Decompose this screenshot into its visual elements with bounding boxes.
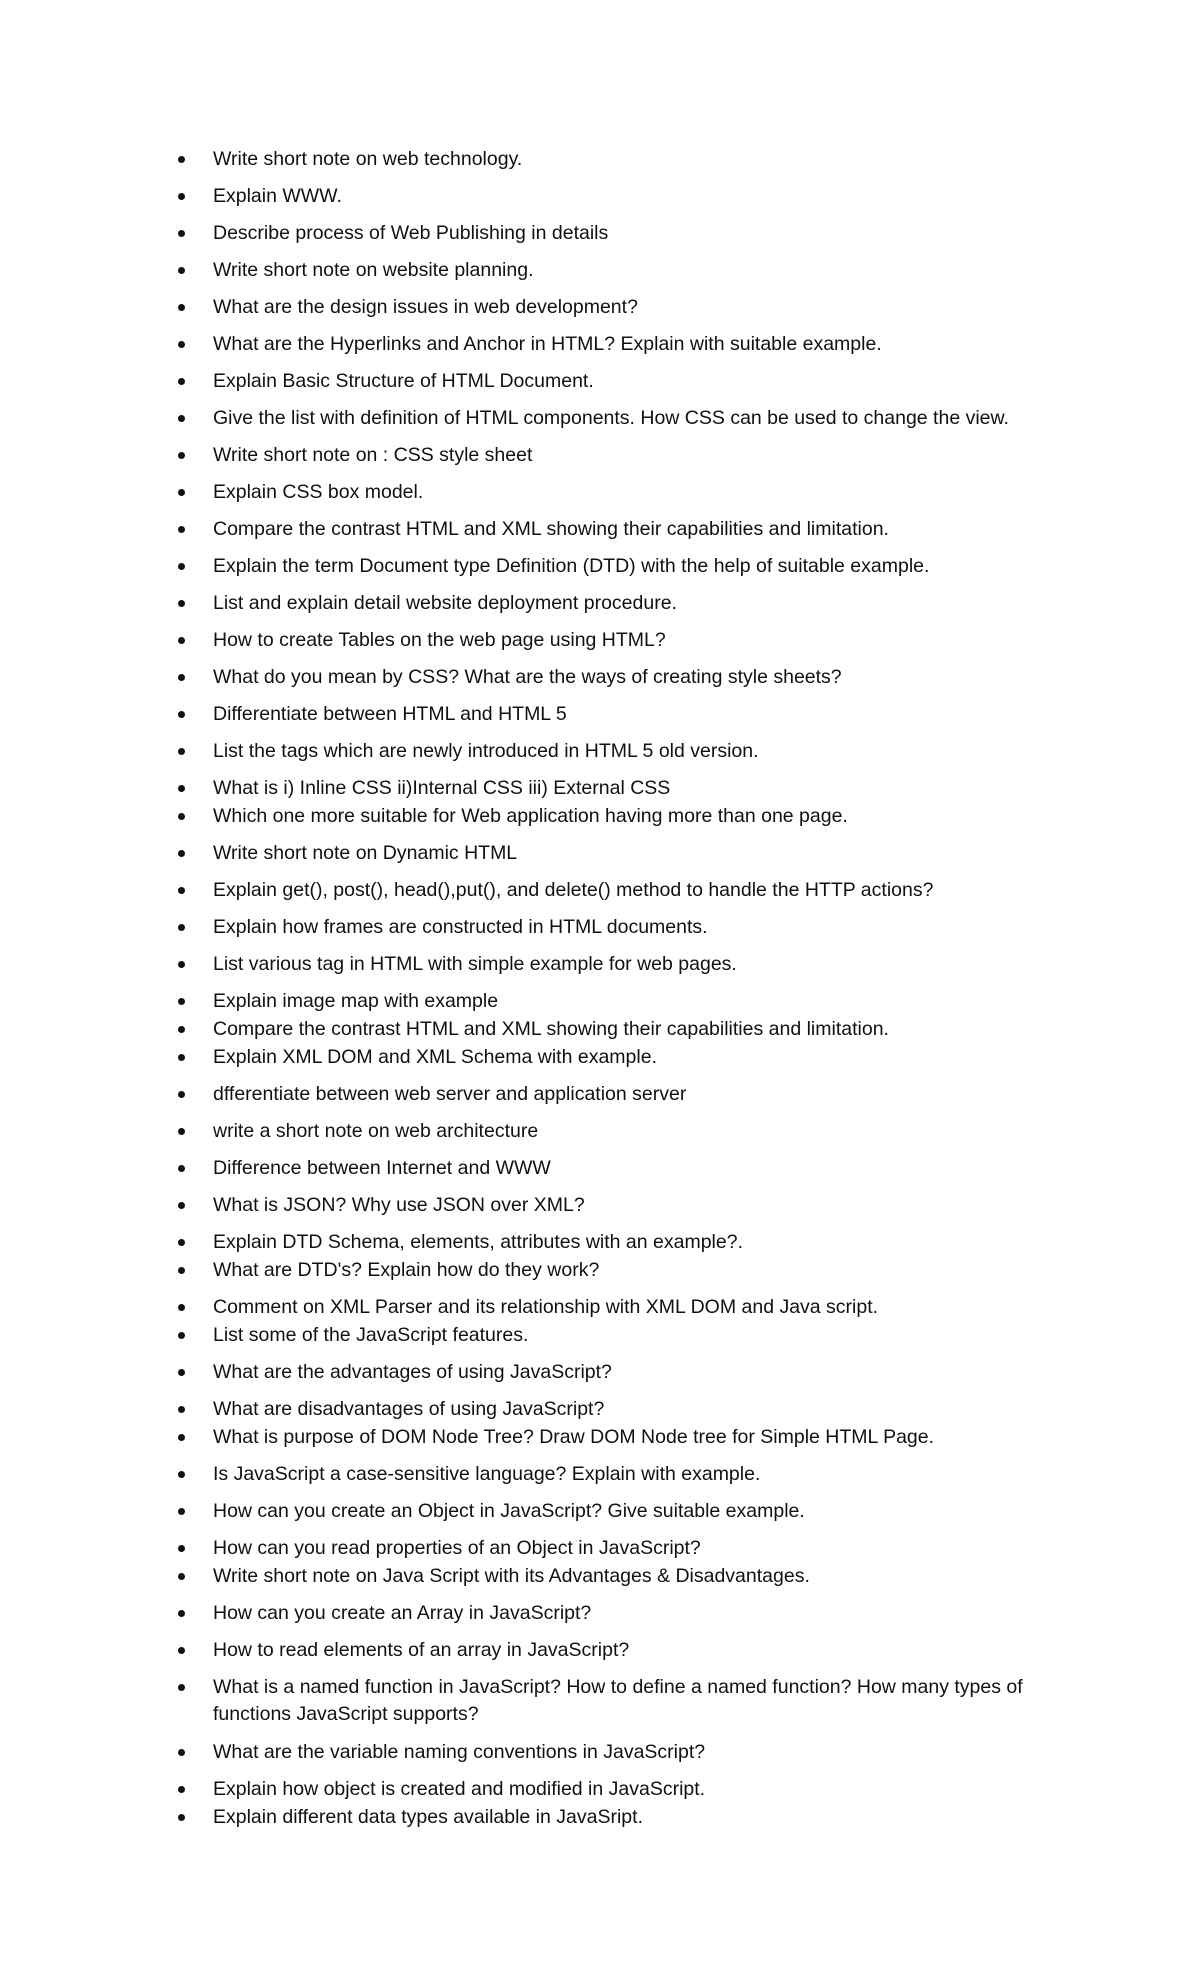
list-item [178, 553, 1078, 579]
list-item [178, 405, 1078, 431]
question-text: Explain XML DOM and XML Schema with example. [213, 1046, 657, 1068]
question-text: What is purpose of DOM Node Tree? Draw DOM Node tree for Simple HTML Page. [213, 1426, 935, 1448]
bullet-icon [178, 674, 185, 681]
question-text: What are the variable naming conventions in JavaScript? [213, 1741, 706, 1763]
question-text: Write short note on website planning. [213, 259, 534, 281]
question-text: What is a named function in JavaScript? How to define a named function? How many types of functions JavaScript supports? [213, 1676, 1023, 1725]
list-item [178, 1776, 1078, 1802]
question-text: How can you read properties of an Object in JavaScript? [213, 1537, 701, 1559]
list-item [178, 951, 1078, 977]
bullet-icon [178, 1239, 185, 1246]
list-item [178, 1804, 1078, 1830]
bullet-icon [178, 341, 185, 348]
question-text: List various tag in HTML with simple example for web pages. [213, 953, 737, 975]
question-text: List and explain detail website deployment procedure. [213, 592, 677, 614]
question-text: Explain DTD Schema, elements, attributes with an example?. [213, 1231, 743, 1253]
question-list [178, 146, 1078, 1841]
question-text: Compare the contrast HTML and XML showing their capabilities and limitation. [213, 1018, 889, 1040]
question-text: What are disadvantages of using JavaScript? [213, 1398, 605, 1420]
list-item [178, 294, 1078, 320]
question-text: Explain image map with example [213, 990, 499, 1012]
list-item [178, 1563, 1078, 1589]
question-text: Explain Basic Structure of HTML Document. [213, 370, 594, 392]
list-item [178, 1600, 1078, 1626]
question-text: dfferentiate between web server and application server [213, 1083, 687, 1105]
bullet-icon [178, 1267, 185, 1274]
bullet-icon [178, 1749, 185, 1756]
bullet-icon [178, 1406, 185, 1413]
question-text: Explain different data types available in JavaSript. [213, 1806, 643, 1828]
list-item [178, 877, 1078, 903]
question-text: How to create Tables on the web page using HTML? [213, 629, 666, 651]
list-item [178, 1359, 1078, 1385]
bullet-icon [178, 1165, 185, 1172]
bullet-icon [178, 452, 185, 459]
question-text: What do you mean by CSS? What are the ways of creating style sheets? [213, 666, 842, 688]
question-text: Comment on XML Parser and its relationship with XML DOM and Java script. [213, 1296, 879, 1318]
list-item [178, 664, 1078, 690]
list-item [178, 1424, 1078, 1450]
bullet-icon [178, 813, 185, 820]
question-text: Is JavaScript a case-sensitive language? Explain with example. [213, 1463, 761, 1485]
bullet-icon [178, 637, 185, 644]
list-item [178, 1229, 1078, 1255]
bullet-icon [178, 267, 185, 274]
bullet-icon [178, 415, 185, 422]
bullet-icon [178, 1434, 185, 1441]
bullet-icon [178, 304, 185, 311]
bullet-icon [178, 1647, 185, 1654]
question-text: write a short note on web architecture [213, 1120, 539, 1142]
list-item [178, 1257, 1078, 1283]
list-item [178, 1081, 1078, 1107]
bullet-icon [178, 1091, 185, 1098]
list-item [178, 1461, 1078, 1487]
list-item [178, 220, 1078, 246]
list-item [178, 1192, 1078, 1218]
list-item [178, 988, 1078, 1014]
list-item [178, 183, 1078, 209]
question-text: What are the Hyperlinks and Anchor in HTML? Explain with suitable example. [213, 333, 882, 355]
list-item [178, 738, 1078, 764]
bullet-icon [178, 1202, 185, 1209]
question-text: Explain WWW. [213, 185, 342, 207]
bullet-icon [178, 1814, 185, 1821]
bullet-icon [178, 600, 185, 607]
list-item [178, 1118, 1078, 1144]
list-item [178, 914, 1078, 940]
bullet-icon [178, 193, 185, 200]
bullet-icon [178, 1332, 185, 1339]
question-text: Explain get(), post(), head(),put(), and delete() method to handle the HTTP actions? [213, 879, 934, 901]
question-text: How to read elements of an array in JavaScript? [213, 1639, 630, 1661]
question-text: Differentiate between HTML and HTML 5 [213, 703, 567, 725]
bullet-icon [178, 1786, 185, 1793]
question-text: Write short note on web technology. [213, 148, 523, 170]
question-text: What are the design issues in web development? [213, 296, 638, 318]
list-item [178, 701, 1078, 727]
question-text: Write short note on Java Script with its Advantages & Disadvantages. [213, 1565, 810, 1587]
question-text: Explain how object is created and modified in JavaScript. [213, 1778, 706, 1800]
bullet-icon [178, 378, 185, 385]
bullet-icon [178, 1054, 185, 1061]
bullet-icon [178, 1304, 185, 1311]
question-text: Describe process of Web Publishing in details [213, 222, 609, 244]
bullet-icon [178, 1545, 185, 1552]
bullet-icon [178, 711, 185, 718]
question-text: Write short note on Dynamic HTML [213, 842, 518, 864]
bullet-icon [178, 785, 185, 792]
list-item [178, 1674, 1078, 1728]
bullet-icon [178, 1128, 185, 1135]
list-item [178, 803, 1078, 829]
question-text: Explain how frames are constructed in HTML documents. [213, 916, 708, 938]
list-item [178, 1498, 1078, 1524]
question-text: What are DTD's? Explain how do they work? [213, 1259, 600, 1281]
question-text: Compare the contrast HTML and XML showing their capabilities and limitation. [213, 518, 889, 540]
question-text: Give the list with definition of HTML components. How CSS can be used to change the view. [213, 407, 1009, 429]
list-item [178, 1739, 1078, 1765]
bullet-icon [178, 156, 185, 163]
bullet-icon [178, 1684, 185, 1691]
bullet-icon [178, 563, 185, 570]
bullet-icon [178, 961, 185, 968]
question-text: List the tags which are newly introduced in HTML 5 old version. [213, 740, 759, 762]
list-item [178, 257, 1078, 283]
list-item [178, 1294, 1078, 1320]
bullet-icon [178, 887, 185, 894]
list-item [178, 1044, 1078, 1070]
bullet-icon [178, 1573, 185, 1580]
list-item [178, 1396, 1078, 1422]
question-text: Write short note on : CSS style sheet [213, 444, 533, 466]
question-text: Which one more suitable for Web application having more than one page. [213, 805, 848, 827]
question-text: List some of the JavaScript features. [213, 1324, 529, 1346]
list-item [178, 840, 1078, 866]
question-text: Difference between Internet and WWW [213, 1157, 551, 1179]
bullet-icon [178, 526, 185, 533]
question-text: What are the advantages of using JavaScript? [213, 1361, 612, 1383]
bullet-icon [178, 1610, 185, 1617]
list-item [178, 1535, 1078, 1561]
list-item [178, 627, 1078, 653]
list-item [178, 775, 1078, 801]
bullet-icon [178, 1508, 185, 1515]
list-item [178, 146, 1078, 172]
list-item [178, 1155, 1078, 1181]
bullet-icon [178, 748, 185, 755]
bullet-icon [178, 1471, 185, 1478]
bullet-icon [178, 998, 185, 1005]
question-text: Explain the term Document type Definition (DTD) with the help of suitable example. [213, 555, 930, 577]
list-item [178, 1637, 1078, 1663]
question-text: How can you create an Array in JavaScript? [213, 1602, 592, 1624]
list-item [178, 1016, 1078, 1042]
bullet-icon [178, 230, 185, 237]
bullet-icon [178, 1026, 185, 1033]
question-text: What is JSON? Why use JSON over XML? [213, 1194, 585, 1216]
question-text: How can you create an Object in JavaScript? Give suitable example. [213, 1500, 805, 1522]
list-item [178, 516, 1078, 542]
bullet-icon [178, 489, 185, 496]
list-item [178, 331, 1078, 357]
list-item [178, 442, 1078, 468]
list-item [178, 1322, 1078, 1348]
question-text: What is i) Inline CSS ii)Internal CSS iii) External CSS [213, 777, 671, 799]
bullet-icon [178, 1369, 185, 1376]
list-item [178, 590, 1078, 616]
list-item [178, 479, 1078, 505]
bullet-icon [178, 924, 185, 931]
question-text: Explain CSS box model. [213, 481, 424, 503]
list-item [178, 368, 1078, 394]
bullet-icon [178, 850, 185, 857]
